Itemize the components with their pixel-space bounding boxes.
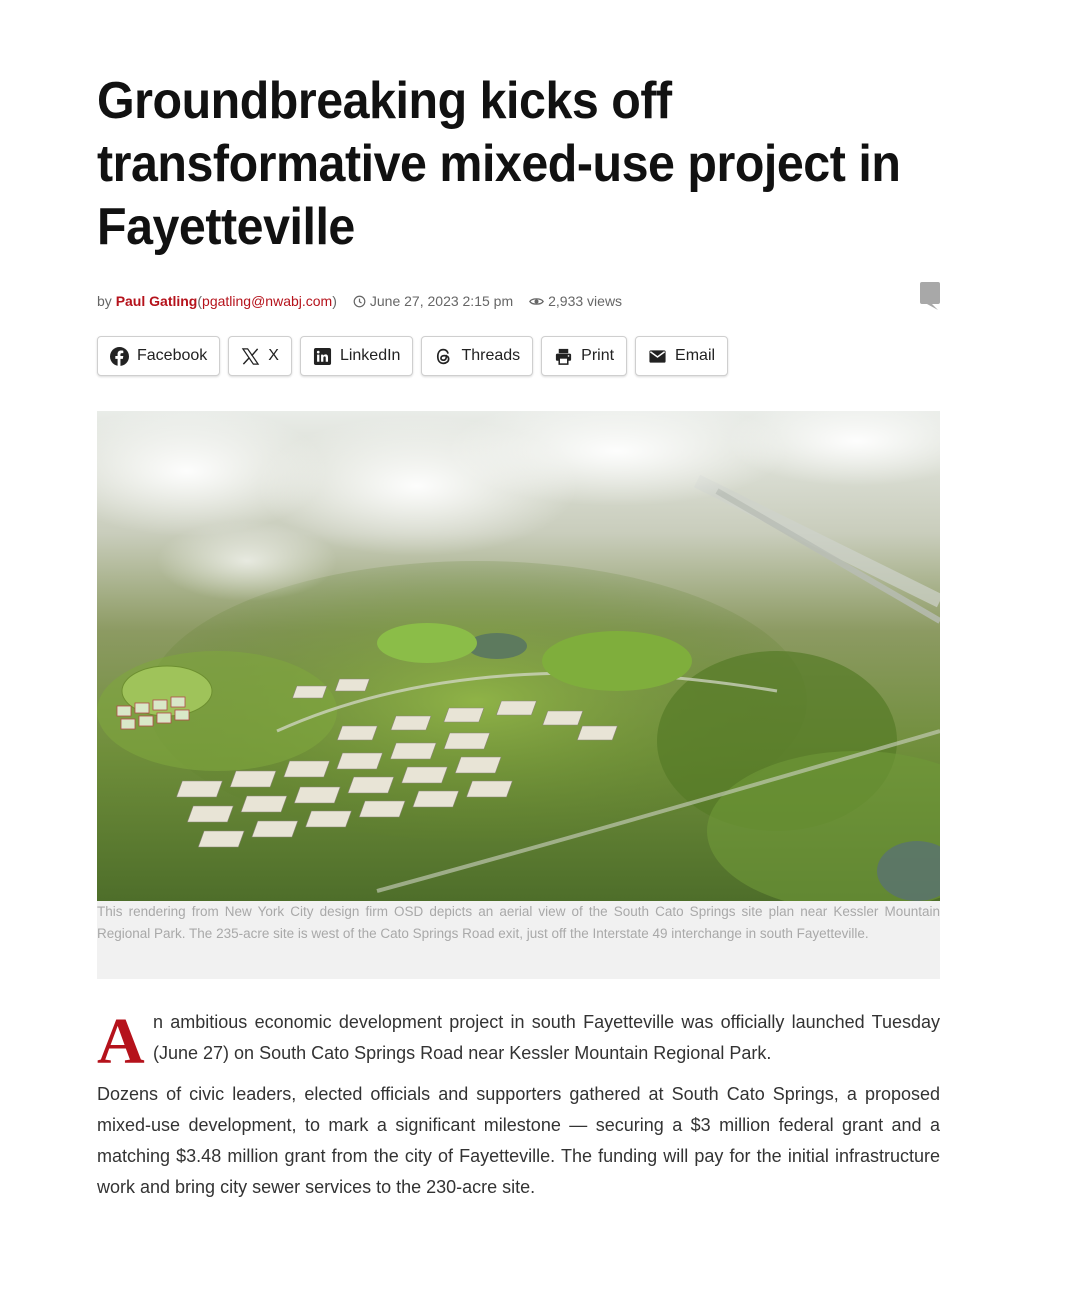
- print-icon: [554, 347, 573, 366]
- image-caption: This rendering from New York City design firm OSD depicts an aerial view of the South Cato Springs site plan near Kessler Mountain Regional Park. The 235-acre site is west of the Cato Springs Road exit, just off the Interstate 49 interchange in south Fayetteville.: [97, 901, 940, 979]
- article: [97, 70, 940, 1203]
- linkedin-icon: [313, 347, 332, 366]
- byline-close-paren: ): [332, 293, 337, 309]
- share-facebook-label: Facebook: [137, 347, 208, 364]
- share-linkedin-label: LinkedIn: [339, 347, 401, 364]
- x-icon: [241, 347, 260, 366]
- clock-icon: [353, 295, 366, 308]
- lead-paragraph-text: n ambitious economic development project in south Fayetteville was officially launched Tuesday (June 27) on South Cato Springs Road near Kessler Mountain Regional Park.: [153, 1012, 940, 1063]
- share-buttons: [97, 336, 940, 376]
- share-email-button[interactable]: [635, 336, 728, 376]
- facebook-icon: [110, 347, 129, 366]
- body-paragraph: Dozens of civic leaders, elected officials and supporters gathered at South Cato Springs, a proposed mixed-use development, to mark a significant milestone — securing a $3 million federal grant and a matching $3.48 million grant from the city of Fayetteville. The funding will pay for the initial infrastructure work and bring city sewer services to the 230-acre site.: [97, 1084, 940, 1197]
- article-body: [97, 1007, 940, 1203]
- byline-by: by: [97, 293, 112, 309]
- share-x-label: X: [268, 347, 279, 364]
- share-threads-button[interactable]: [421, 336, 533, 376]
- article-figure: [97, 411, 940, 979]
- share-threads-label: Threads: [461, 347, 521, 364]
- hero-image[interactable]: [97, 411, 940, 901]
- byline: [97, 286, 940, 316]
- threads-icon: [434, 347, 453, 366]
- byline-open-paren: (: [197, 293, 203, 309]
- comment-icon[interactable]: [920, 282, 940, 310]
- article-headline: Groundbreaking kicks off transformative mixed-use project in Fayetteville: [97, 72, 901, 256]
- publish-date: [353, 293, 513, 309]
- author-link[interactable]: Paul Gatling: [115, 293, 198, 309]
- view-count: [529, 293, 622, 309]
- author-email-link[interactable]: pgatling@nwabj.com: [202, 293, 333, 309]
- lead-paragraph: [97, 1005, 940, 1078]
- share-facebook-button[interactable]: [97, 336, 220, 376]
- share-email-label: Email: [675, 347, 716, 364]
- eye-icon: [529, 296, 544, 307]
- print-button[interactable]: [541, 336, 627, 376]
- share-linkedin-button[interactable]: [300, 336, 414, 376]
- publish-date-text: June 27, 2023 2:15 pm: [369, 293, 514, 309]
- share-x-button[interactable]: [228, 336, 292, 376]
- view-count-text: 2,933 views: [548, 293, 623, 309]
- email-icon: [648, 347, 667, 366]
- print-label: Print: [581, 347, 615, 364]
- drop-cap: A: [97, 1005, 145, 1078]
